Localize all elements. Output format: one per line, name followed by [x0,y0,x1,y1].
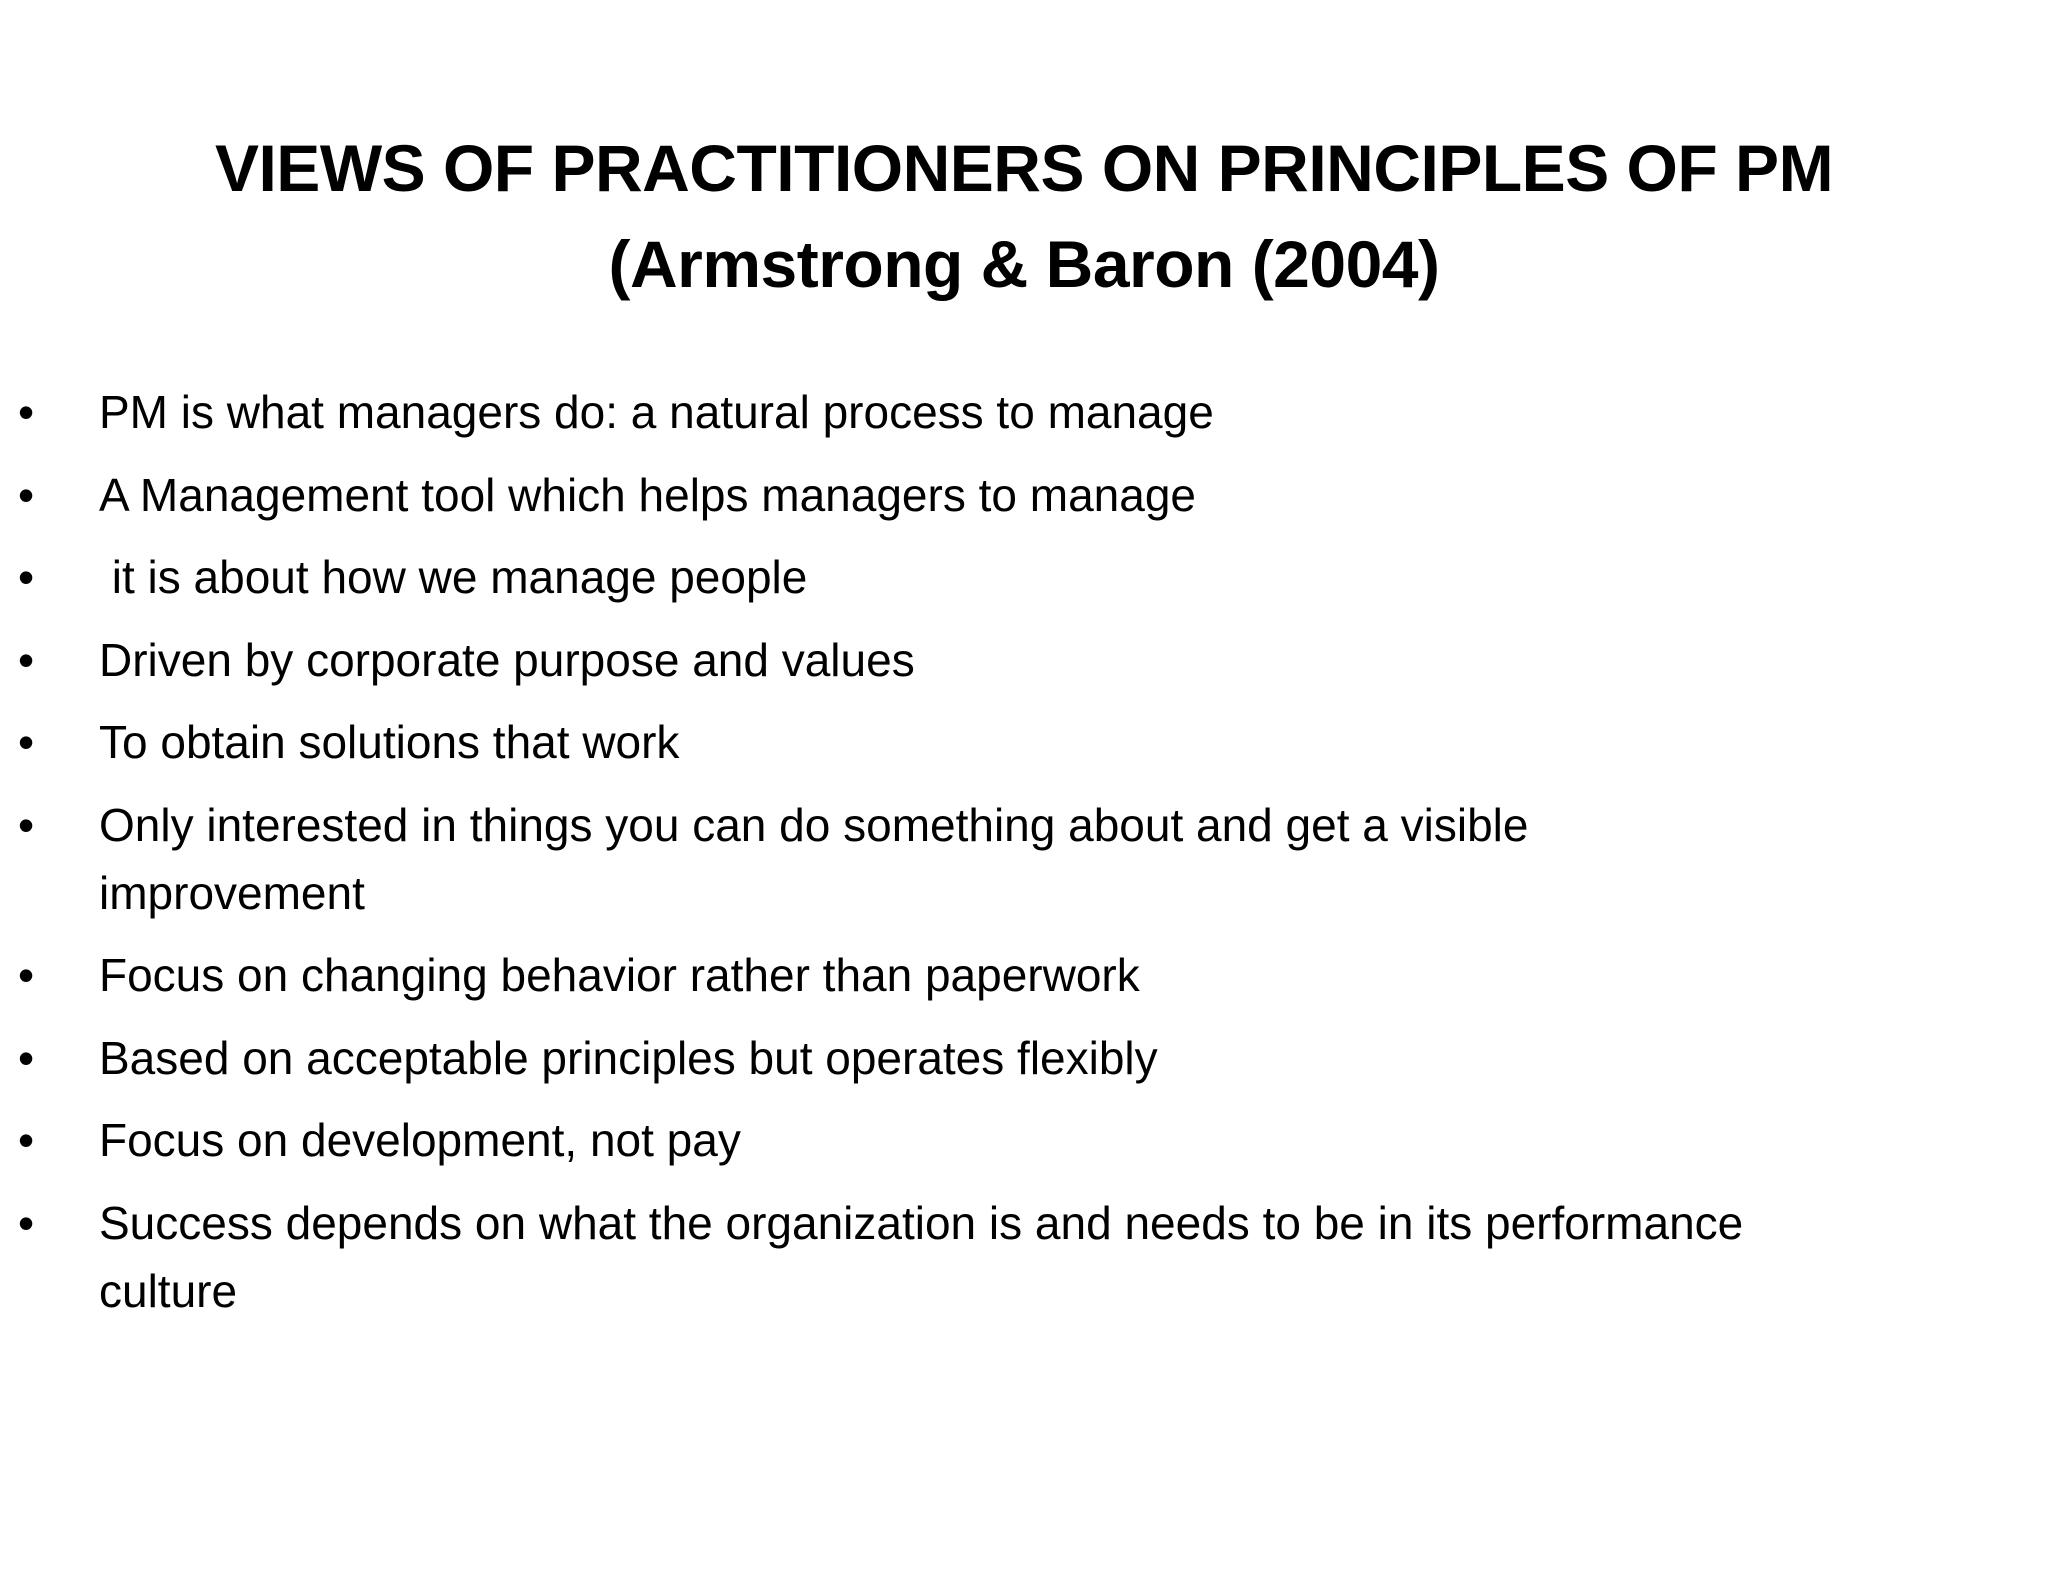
bullet-icon: • [18,716,35,768]
title-line-1: VIEWS OF PRACTITIONERS ON PRINCIPLES OF PM [214,131,1834,205]
bullet-icon: • [18,1114,35,1166]
list-item [0,1189,2048,1325]
list-item [0,378,2048,446]
bullet-text: To obtain solutions that work [99,716,680,768]
list-item [0,1024,2048,1092]
list-item [0,1106,2048,1174]
bullet-text: it is about how we manage people [99,551,808,603]
bullet-icon: • [18,1031,35,1084]
bullet-icon: • [18,633,35,686]
bullet-icon: • [18,551,35,603]
bullet-text: Success depends on what the organization is and needs to be in its performance culture [99,1196,1744,1317]
slide-title [0,120,2048,312]
bullet-list [0,378,2048,1339]
bullet-text: A Management tool which helps managers to manage [99,468,1196,521]
list-item [0,543,2048,611]
list-item [0,626,2048,694]
title-line-2: (Armstrong & Baron (2004) [608,227,1440,301]
bullet-text: PM is what managers do: a natural process to manage [99,386,1214,438]
bullet-text: Based on acceptable principles but operates flexibly [99,1031,1158,1084]
list-item [0,708,2048,776]
bullet-icon: • [18,798,35,851]
list-item [0,461,2048,529]
list-item [0,941,2048,1009]
bullet-icon: • [18,949,35,1001]
bullet-text: Driven by corporate purpose and values [99,633,915,686]
list-item [0,791,2048,927]
bullet-icon: • [18,1196,35,1249]
bullet-text: Focus on changing behavior rather than paperwork [99,949,1140,1001]
bullet-text: Focus on development, not pay [99,1114,741,1166]
bullet-icon: • [18,386,35,438]
bullet-text: Only interested in things you can do something about and get a visible improvement [99,798,1529,919]
bullet-icon: • [18,468,35,521]
